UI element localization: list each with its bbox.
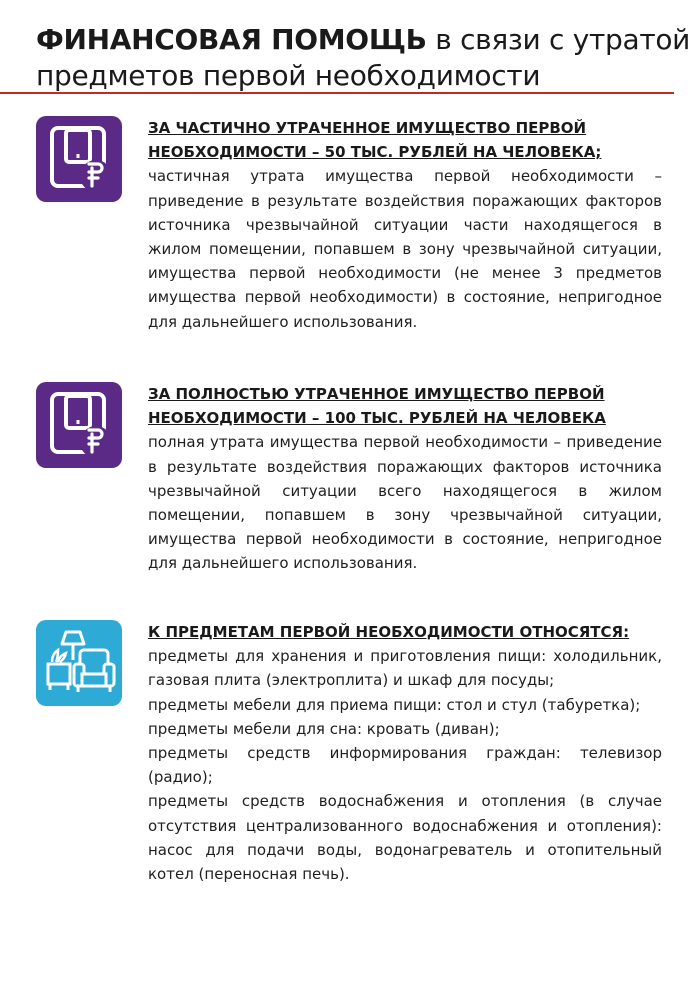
header-divider <box>0 92 674 94</box>
section-heading-line2: НЕОБХОДИМОСТИ – 100 ТЫС. РУБЛЕЙ НА ЧЕЛОВЕКА <box>148 409 606 428</box>
list-item: предметы средств информирования граждан: телевизор (радио); <box>148 744 662 787</box>
page-subtitle: предметов первой необходимости <box>36 59 541 92</box>
section-text <box>148 382 662 576</box>
section-body: частичная утрата имущества первой необходимости – приведение в результате воздействия поражающих факторов источника чрезвычайной ситуации части находящегося в жилом помещении, попавшем в зону чрезвычайной ситуации, имущества первой необходимости (не менее 3 предметов имущества первой необходимости) в состояние, непригодное для дальнейшего использования. <box>148 167 662 331</box>
title-bold: ФИНАНСОВАЯ ПОМОЩЬ <box>36 23 427 56</box>
section-heading-line1: ЗА ЧАСТИЧНО УТРАЧЕННОЕ ИМУЩЕСТВО ПЕРВОЙ <box>148 119 587 137</box>
list-item: предметы мебели для приема пищи: стол и стул (табуретка); <box>148 695 641 714</box>
page-title <box>36 22 691 58</box>
section-heading-line1: ЗА ПОЛНОСТЬЮ УТРАЧЕННОЕ ИМУЩЕСТВО ПЕРВОЙ <box>148 385 605 403</box>
list-item: предметы средств водоснабжения и отопления (в случае отсутствия централизованного водоснабжения и отопления): насос для подачи воды, водонагреватель и отопительный котел (переносная печь). <box>148 792 662 884</box>
list-item: предметы мебели для сна: кровать (диван); <box>148 719 500 738</box>
section-body: полная утрата имущества первой необходимости – приведение в результате воздействия поражающих факторов источника чрезвычайной ситуации всего находящегося в жилом помещении, попавшем в зону чрезвычайной ситуации, имущества первой необходимости в состояние, непригодное для дальнейшего использования. <box>148 433 662 573</box>
phone-ruble-icon <box>36 116 122 202</box>
section-text <box>148 116 662 334</box>
header <box>36 22 691 94</box>
phone-ruble-icon <box>36 382 122 468</box>
section-heading-line2: НЕОБХОДИМОСТИ – 50 ТЫС. РУБЛЕЙ НА ЧЕЛОВЕКА; <box>148 143 602 162</box>
section-heading-line1: К ПРЕДМЕТАМ ПЕРВОЙ НЕОБХОДИМОСТИ ОТНОСЯТСЯ: <box>148 623 630 641</box>
title-rest: в связи с утратой <box>426 23 691 56</box>
list-item: предметы для хранения и приготовления пищи: холодильник, газовая плита (электроплита) и шкаф для посуды; <box>148 647 662 690</box>
section-text <box>148 620 662 886</box>
furniture-icon <box>36 620 122 706</box>
